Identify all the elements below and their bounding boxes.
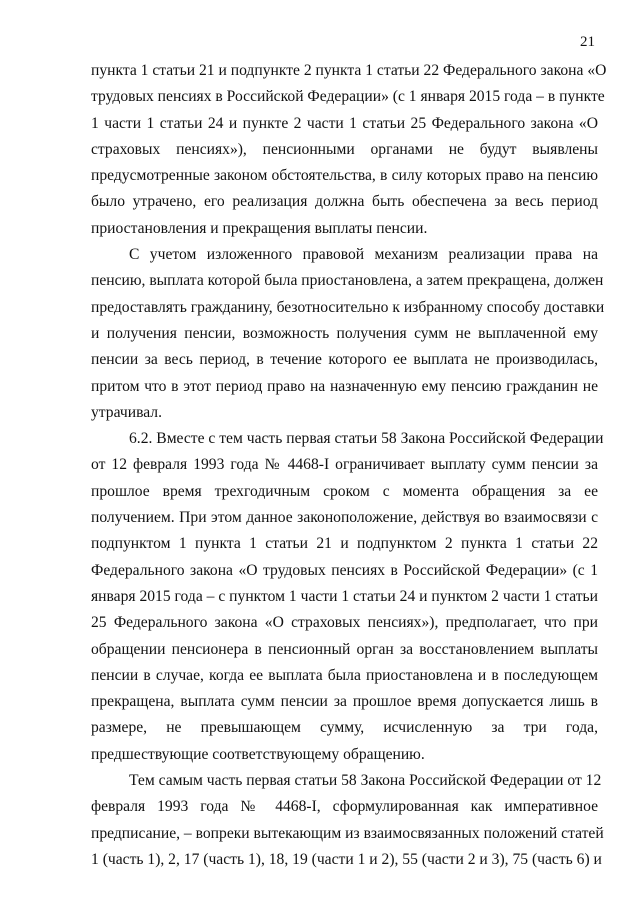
- paragraph: [91, 768, 604, 873]
- text-line: пенсию, выплата которой была приостановлена, а затем прекращена, должен: [91, 272, 604, 290]
- text-line: подпунктом 1 пункта 1 статьи 21 и подпунктом 2 пункта 1 статьи 22: [91, 535, 598, 553]
- text-line: прошлое время трехгодичным сроком с момента обращения за ее: [91, 482, 598, 500]
- text-line: 6.2. Вместе с тем часть первая статьи 58 Закона Российской Федерации: [129, 430, 604, 448]
- text-line: 1 части 1 статьи 24 и пункте 2 части 1 статьи 25 Федерального закона «О: [91, 114, 598, 132]
- text-line: предписание, – вопреки вытекающим из взаимосвязанных положений статей: [91, 824, 604, 842]
- text-line: прекращена, выплата сумм пенсии за прошлое время допускается лишь в: [91, 693, 598, 711]
- text-line: пенсии в случае, когда ее выплата была приостановлена и в последующем: [91, 666, 598, 684]
- text-line: 1 (часть 1), 2, 17 (часть 1), 18, 19 (части 1 и 2), 55 (части 2 и 3), 75 (часть 6) и: [91, 850, 602, 868]
- text-line: января 2015 года – с пунктом 1 части 1 статьи 24 и пунктом 2 части 1 статьи: [91, 587, 598, 605]
- paragraph: [91, 242, 605, 426]
- page-number: 21: [580, 34, 595, 50]
- text-line: было утрачено, его реализация должна быть обеспечена за весь период: [91, 193, 598, 211]
- document-body: [91, 58, 607, 873]
- text-line: предшествующие соответствующему обращению.: [91, 745, 425, 763]
- text-line: предоставлять гражданину, безотносительно к избранному способу доставки: [91, 298, 605, 316]
- paragraph: [91, 58, 607, 242]
- text-line: пенсии за весь период, в течение которого ее выплата не производилась,: [91, 351, 598, 369]
- text-line: утрачивал.: [91, 403, 162, 421]
- text-line: притом что в этот период право на назначенную ему пенсию гражданин не: [91, 377, 598, 395]
- text-line: размере, не превышающем сумму, исчисленную за три года,: [91, 719, 598, 737]
- text-line: обращении пенсионера в пенсионный орган за восстановлением выплаты: [91, 640, 598, 658]
- text-line: февраля 1993 года № 4468-I, сформулированная как императивное: [91, 798, 598, 816]
- text-line: С учетом изложенного правовой механизм реализации права на: [129, 246, 598, 264]
- text-line: предусмотренные законом обстоятельства, в силу которых право на пенсию: [91, 167, 598, 185]
- text-line: приостановления и прекращения выплаты пенсии.: [91, 219, 428, 237]
- text-line: страховых пенсиях»), пенсионными органами не будут выявлены: [91, 140, 598, 158]
- text-line: Федерального закона «О трудовых пенсиях в Российской Федерации» (с 1: [91, 561, 598, 579]
- text-line: от 12 февраля 1993 года № 4468-I ограничивает выплату сумм пенсии за: [91, 456, 598, 474]
- text-line: и получения пенсии, возможность получения сумм не выплаченной ему: [91, 324, 598, 342]
- text-line: пункта 1 статьи 21 и подпункте 2 пункта 1 статьи 22 Федерального закона «О: [91, 62, 607, 79]
- text-line: Тем самым часть первая статьи 58 Закона Российской Федерации от 12: [129, 772, 602, 790]
- paragraph: [91, 426, 604, 768]
- text-line: 25 Федерального закона «О страховых пенсиях»), предполагает, что при: [91, 614, 598, 632]
- text-line: трудовых пенсиях в Российской Федерации» (с 1 января 2015 года – в пункте: [91, 88, 605, 106]
- text-line: получением. При этом данное законоположение, действуя во взаимосвязи с: [91, 509, 598, 527]
